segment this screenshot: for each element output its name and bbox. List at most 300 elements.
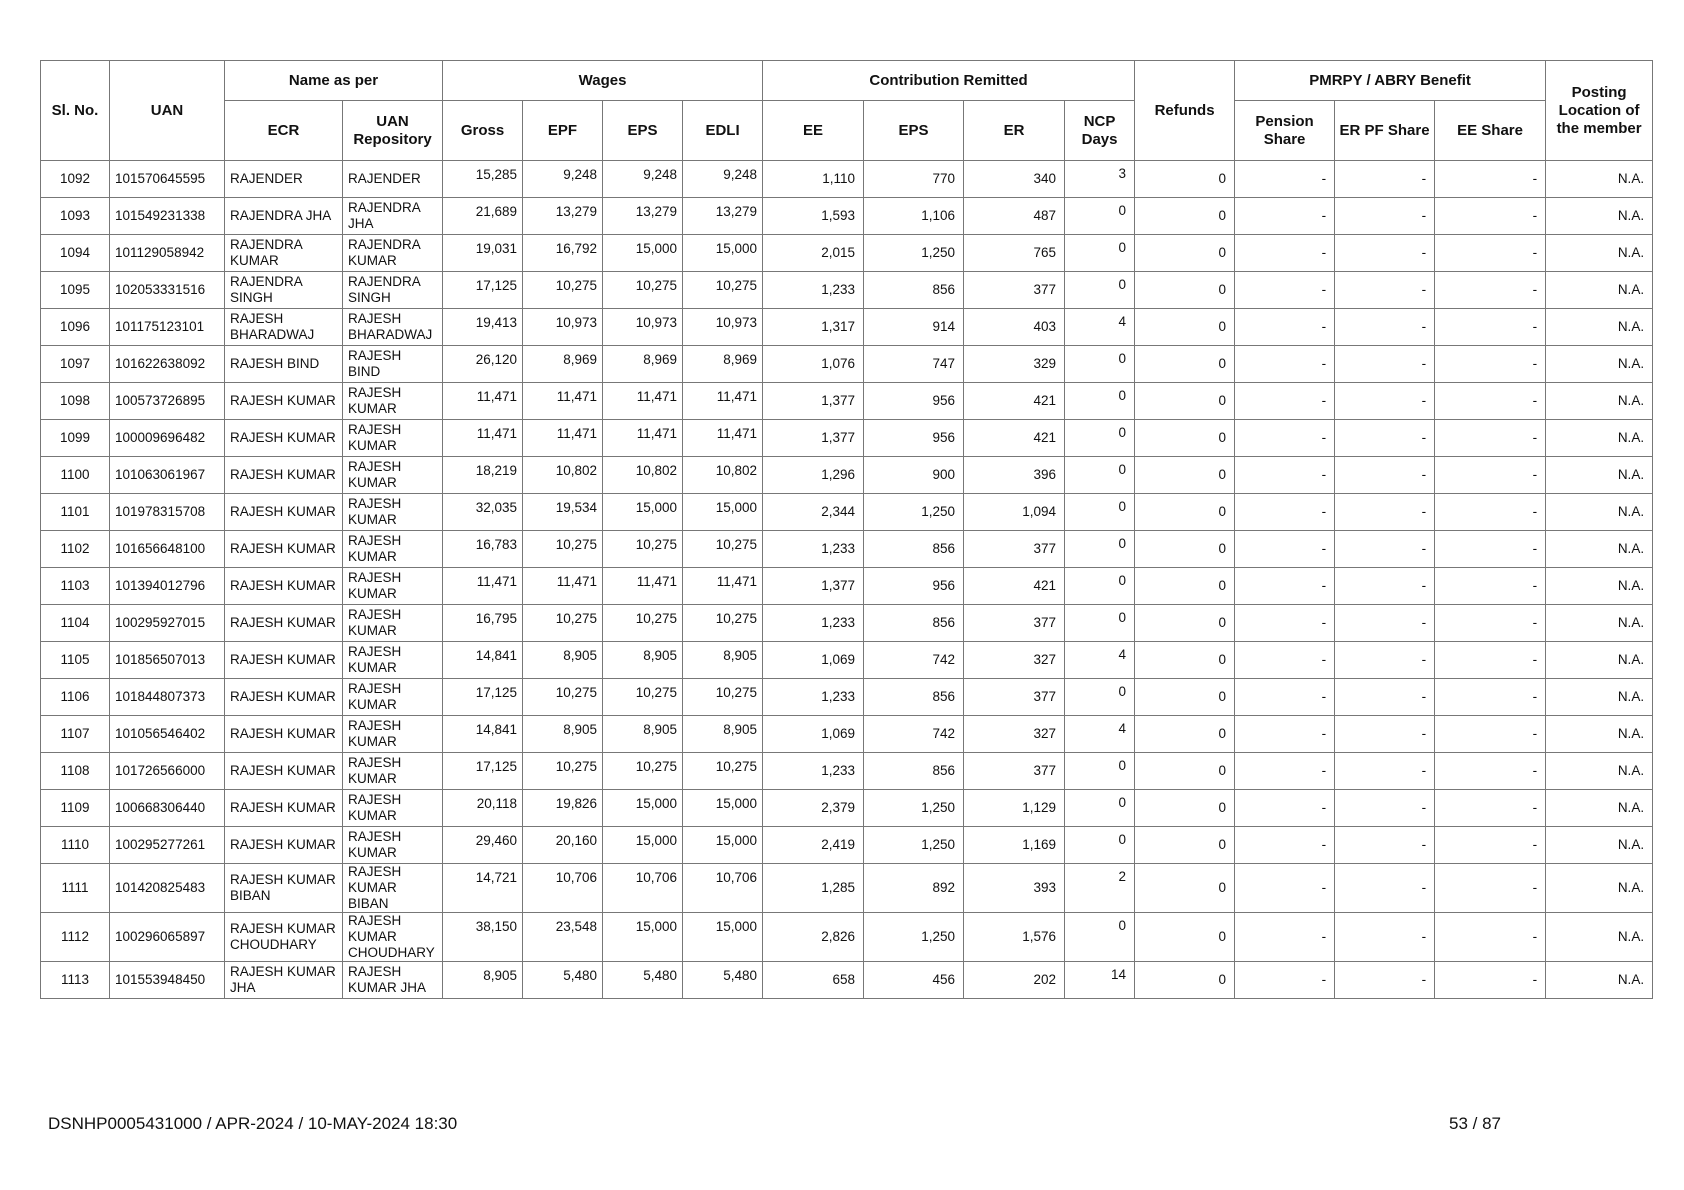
cell-refunds: 0: [1135, 531, 1235, 568]
cell-ee: 658: [763, 962, 864, 999]
cell-sl-no: 1108: [41, 753, 110, 790]
cell-posting-location: N.A.: [1546, 235, 1653, 272]
cell-gross: 17,125: [443, 753, 523, 790]
table-row: [41, 605, 1653, 642]
cell-ee-share: -: [1435, 716, 1546, 753]
cell-sl-no: 1101: [41, 494, 110, 531]
cell-ecr-name: RAJESH KUMAR: [225, 568, 343, 605]
cell-sl-no: 1112: [41, 913, 110, 962]
cell-posting-location: N.A.: [1546, 753, 1653, 790]
cell-eps: 8,905: [603, 642, 683, 679]
cell-ecr-name: RAJENDRA KUMAR: [225, 235, 343, 272]
cell-ecr-name: RAJESH BIND: [225, 346, 343, 383]
table-row: [41, 420, 1653, 457]
cell-gross: 17,125: [443, 679, 523, 716]
cell-refunds: 0: [1135, 272, 1235, 309]
cell-ee: 2,344: [763, 494, 864, 531]
cell-refunds: 0: [1135, 568, 1235, 605]
cell-ee: 2,379: [763, 790, 864, 827]
cell-epf: 10,275: [523, 679, 603, 716]
cell-er-pf-share: -: [1335, 962, 1435, 999]
cell-eps: 15,000: [603, 827, 683, 864]
col-gross: Gross: [443, 101, 523, 161]
cell-eps: 11,471: [603, 568, 683, 605]
cell-er: 329: [964, 346, 1065, 383]
table-row: [41, 679, 1653, 716]
cell-ncp-days: 2: [1065, 864, 1135, 913]
cell-ecr-name: RAJESH KUMAR: [225, 605, 343, 642]
cell-ncp-days: 0: [1065, 420, 1135, 457]
cell-er-pf-share: -: [1335, 753, 1435, 790]
cell-contribution-eps: 456: [864, 962, 964, 999]
cell-ncp-days: 0: [1065, 272, 1135, 309]
cell-uan: 100296065897: [110, 913, 225, 962]
cell-ncp-days: 4: [1065, 642, 1135, 679]
cell-sl-no: 1097: [41, 346, 110, 383]
group-pmrpy-abry: PMRPY / ABRY Benefit: [1235, 61, 1546, 101]
cell-er: 327: [964, 642, 1065, 679]
col-epf: EPF: [523, 101, 603, 161]
cell-edli: 11,471: [683, 568, 763, 605]
cell-pension-share: -: [1235, 531, 1335, 568]
cell-gross: 14,721: [443, 864, 523, 913]
cell-ee-share: -: [1435, 309, 1546, 346]
cell-refunds: 0: [1135, 161, 1235, 198]
cell-er-pf-share: -: [1335, 531, 1435, 568]
col-uan-repository: UAN Repository: [343, 101, 443, 161]
cell-edli: 10,275: [683, 272, 763, 309]
cell-posting-location: N.A.: [1546, 642, 1653, 679]
cell-ncp-days: 0: [1065, 753, 1135, 790]
cell-sl-no: 1099: [41, 420, 110, 457]
cell-ecr-name: RAJESH KUMAR: [225, 827, 343, 864]
cell-posting-location: N.A.: [1546, 198, 1653, 235]
cell-ecr-name: RAJESH KUMAR CHOUDHARY: [225, 913, 343, 962]
cell-er: 403: [964, 309, 1065, 346]
cell-gross: 14,841: [443, 642, 523, 679]
cell-posting-location: N.A.: [1546, 161, 1653, 198]
cell-contribution-eps: 956: [864, 420, 964, 457]
cell-epf: 13,279: [523, 198, 603, 235]
cell-eps: 10,973: [603, 309, 683, 346]
cell-refunds: 0: [1135, 962, 1235, 999]
cell-ncp-days: 0: [1065, 790, 1135, 827]
col-er: ER: [964, 101, 1065, 161]
cell-ecr-name: RAJENDRA SINGH: [225, 272, 343, 309]
cell-uan: 101844807373: [110, 679, 225, 716]
cell-uan-repository-name: RAJESH KUMAR: [343, 531, 443, 568]
cell-gross: 38,150: [443, 913, 523, 962]
cell-contribution-eps: 1,106: [864, 198, 964, 235]
cell-ee-share: -: [1435, 161, 1546, 198]
cell-er: 1,129: [964, 790, 1065, 827]
cell-ee-share: -: [1435, 420, 1546, 457]
cell-edli: 10,275: [683, 531, 763, 568]
cell-ecr-name: RAJESH BHARADWAJ: [225, 309, 343, 346]
cell-er-pf-share: -: [1335, 346, 1435, 383]
cell-er: 1,169: [964, 827, 1065, 864]
cell-epf: 8,905: [523, 716, 603, 753]
cell-uan-repository-name: RAJESH KUMAR: [343, 420, 443, 457]
cell-uan: 101622638092: [110, 346, 225, 383]
cell-sl-no: 1100: [41, 457, 110, 494]
cell-ecr-name: RAJENDER: [225, 161, 343, 198]
cell-er: 377: [964, 679, 1065, 716]
cell-ee: 1,377: [763, 383, 864, 420]
cell-ee-share: -: [1435, 827, 1546, 864]
cell-eps: 9,248: [603, 161, 683, 198]
cell-ecr-name: RAJESH KUMAR: [225, 642, 343, 679]
cell-ncp-days: 0: [1065, 605, 1135, 642]
cell-eps: 13,279: [603, 198, 683, 235]
table-row: [41, 531, 1653, 568]
cell-sl-no: 1094: [41, 235, 110, 272]
cell-eps: 10,275: [603, 531, 683, 568]
cell-uan: 101856507013: [110, 642, 225, 679]
cell-eps: 11,471: [603, 383, 683, 420]
cell-contribution-eps: 956: [864, 568, 964, 605]
cell-ee: 1,233: [763, 753, 864, 790]
cell-ee: 1,233: [763, 531, 864, 568]
cell-uan: 100009696482: [110, 420, 225, 457]
cell-refunds: 0: [1135, 346, 1235, 383]
cell-edli: 10,275: [683, 679, 763, 716]
cell-uan-repository-name: RAJESH KUMAR: [343, 568, 443, 605]
cell-pension-share: -: [1235, 494, 1335, 531]
cell-ncp-days: 0: [1065, 494, 1135, 531]
cell-edli: 10,973: [683, 309, 763, 346]
cell-uan-repository-name: RAJESH KUMAR: [343, 827, 443, 864]
cell-er-pf-share: -: [1335, 716, 1435, 753]
cell-gross: 14,841: [443, 716, 523, 753]
cell-posting-location: N.A.: [1546, 679, 1653, 716]
cell-gross: 29,460: [443, 827, 523, 864]
document-reference: DSNHP0005431000 / APR-2024 / 10-MAY-2024 18:30: [48, 1114, 458, 1133]
cell-ee-share: -: [1435, 235, 1546, 272]
cell-sl-no: 1106: [41, 679, 110, 716]
cell-er: 377: [964, 272, 1065, 309]
cell-ecr-name: RAJESH KUMAR BIBAN: [225, 864, 343, 913]
cell-contribution-eps: 956: [864, 383, 964, 420]
cell-refunds: 0: [1135, 716, 1235, 753]
cell-gross: 16,795: [443, 605, 523, 642]
cell-eps: 10,706: [603, 864, 683, 913]
cell-er-pf-share: -: [1335, 642, 1435, 679]
cell-er-pf-share: -: [1335, 864, 1435, 913]
cell-refunds: 0: [1135, 679, 1235, 716]
cell-eps: 15,000: [603, 235, 683, 272]
cell-pension-share: -: [1235, 913, 1335, 962]
cell-posting-location: N.A.: [1546, 457, 1653, 494]
cell-uan: 101420825483: [110, 864, 225, 913]
cell-er: 202: [964, 962, 1065, 999]
cell-contribution-eps: 900: [864, 457, 964, 494]
cell-refunds: 0: [1135, 457, 1235, 494]
cell-ee: 2,015: [763, 235, 864, 272]
cell-ncp-days: 0: [1065, 913, 1135, 962]
cell-contribution-eps: 1,250: [864, 827, 964, 864]
cell-edli: 11,471: [683, 383, 763, 420]
cell-sl-no: 1103: [41, 568, 110, 605]
cell-ee-share: -: [1435, 605, 1546, 642]
cell-sl-no: 1093: [41, 198, 110, 235]
cell-refunds: 0: [1135, 235, 1235, 272]
col-er-pf-share: ER PF Share: [1335, 101, 1435, 161]
cell-ncp-days: 0: [1065, 679, 1135, 716]
cell-gross: 11,471: [443, 420, 523, 457]
cell-ecr-name: RAJENDRA JHA: [225, 198, 343, 235]
cell-ncp-days: 4: [1065, 716, 1135, 753]
cell-er: 487: [964, 198, 1065, 235]
cell-eps: 11,471: [603, 420, 683, 457]
cell-refunds: 0: [1135, 605, 1235, 642]
cell-edli: 15,000: [683, 827, 763, 864]
cell-eps: 8,905: [603, 716, 683, 753]
table-row: [41, 642, 1653, 679]
cell-refunds: 0: [1135, 913, 1235, 962]
col-sl-no: Sl. No.: [41, 61, 110, 161]
table-row: [41, 827, 1653, 864]
cell-uan-repository-name: RAJESH KUMAR: [343, 679, 443, 716]
cell-edli: 8,905: [683, 642, 763, 679]
cell-edli: 15,000: [683, 913, 763, 962]
cell-ee-share: -: [1435, 642, 1546, 679]
cell-eps: 8,969: [603, 346, 683, 383]
cell-contribution-eps: 856: [864, 605, 964, 642]
cell-sl-no: 1105: [41, 642, 110, 679]
cell-ecr-name: RAJESH KUMAR: [225, 753, 343, 790]
cell-ee: 1,377: [763, 420, 864, 457]
cell-gross: 15,285: [443, 161, 523, 198]
cell-ncp-days: 0: [1065, 531, 1135, 568]
cell-posting-location: N.A.: [1546, 272, 1653, 309]
cell-ee-share: -: [1435, 962, 1546, 999]
col-eps: EPS: [603, 101, 683, 161]
group-contribution-remitted: Contribution Remitted: [763, 61, 1135, 101]
cell-contribution-eps: 747: [864, 346, 964, 383]
cell-uan: 101726566000: [110, 753, 225, 790]
cell-gross: 16,783: [443, 531, 523, 568]
cell-uan-repository-name: RAJESH KUMAR: [343, 753, 443, 790]
cell-ee-share: -: [1435, 457, 1546, 494]
cell-uan-repository-name: RAJESH KUMAR: [343, 716, 443, 753]
cell-ee: 2,826: [763, 913, 864, 962]
cell-refunds: 0: [1135, 642, 1235, 679]
cell-sl-no: 1096: [41, 309, 110, 346]
cell-posting-location: N.A.: [1546, 716, 1653, 753]
cell-ncp-days: 4: [1065, 309, 1135, 346]
cell-uan: 100295927015: [110, 605, 225, 642]
cell-uan: 102053331516: [110, 272, 225, 309]
cell-eps: 10,275: [603, 753, 683, 790]
cell-uan-repository-name: RAJESH KUMAR CHOUDHARY: [343, 913, 443, 962]
cell-epf: 10,973: [523, 309, 603, 346]
table-row: [41, 346, 1653, 383]
cell-epf: 20,160: [523, 827, 603, 864]
table-row: [41, 913, 1653, 962]
cell-posting-location: N.A.: [1546, 790, 1653, 827]
cell-eps: 15,000: [603, 913, 683, 962]
cell-pension-share: -: [1235, 605, 1335, 642]
col-ee: EE: [763, 101, 864, 161]
cell-pension-share: -: [1235, 161, 1335, 198]
col-posting-location: Posting Location of the member: [1546, 61, 1653, 161]
cell-uan: 101394012796: [110, 568, 225, 605]
cell-er-pf-share: -: [1335, 198, 1435, 235]
cell-posting-location: N.A.: [1546, 913, 1653, 962]
cell-er: 1,576: [964, 913, 1065, 962]
cell-gross: 21,689: [443, 198, 523, 235]
cell-er-pf-share: -: [1335, 309, 1435, 346]
cell-gross: 26,120: [443, 346, 523, 383]
table-row: [41, 383, 1653, 420]
cell-er-pf-share: -: [1335, 383, 1435, 420]
cell-ee: 1,317: [763, 309, 864, 346]
cell-uan: 100295277261: [110, 827, 225, 864]
cell-ncp-days: 14: [1065, 962, 1135, 999]
cell-uan: 101056546402: [110, 716, 225, 753]
table-row: [41, 962, 1653, 999]
cell-er-pf-share: -: [1335, 568, 1435, 605]
cell-gross: 11,471: [443, 383, 523, 420]
cell-ncp-days: 0: [1065, 383, 1135, 420]
cell-pension-share: -: [1235, 827, 1335, 864]
cell-sl-no: 1113: [41, 962, 110, 999]
cell-eps: 15,000: [603, 494, 683, 531]
cell-gross: 20,118: [443, 790, 523, 827]
cell-uan: 101063061967: [110, 457, 225, 494]
cell-gross: 18,219: [443, 457, 523, 494]
cell-edli: 11,471: [683, 420, 763, 457]
cell-ncp-days: 0: [1065, 198, 1135, 235]
cell-refunds: 0: [1135, 309, 1235, 346]
cell-uan: 100573726895: [110, 383, 225, 420]
cell-uan-repository-name: RAJESH KUMAR: [343, 790, 443, 827]
cell-ee: 1,285: [763, 864, 864, 913]
cell-uan-repository-name: RAJESH KUMAR: [343, 642, 443, 679]
cell-posting-location: N.A.: [1546, 346, 1653, 383]
cell-contribution-eps: 856: [864, 753, 964, 790]
cell-uan-repository-name: RAJESH BIND: [343, 346, 443, 383]
cell-epf: 10,275: [523, 272, 603, 309]
contribution-table: [40, 60, 1653, 999]
cell-gross: 19,413: [443, 309, 523, 346]
cell-uan-repository-name: RAJESH KUMAR BIBAN: [343, 864, 443, 913]
cell-ee: 1,069: [763, 642, 864, 679]
cell-ee-share: -: [1435, 198, 1546, 235]
cell-refunds: 0: [1135, 420, 1235, 457]
cell-eps: 5,480: [603, 962, 683, 999]
cell-ee: 1,233: [763, 605, 864, 642]
cell-edli: 15,000: [683, 790, 763, 827]
col-edli: EDLI: [683, 101, 763, 161]
group-wages: Wages: [443, 61, 763, 101]
table-header: [41, 61, 1653, 161]
cell-er: 327: [964, 716, 1065, 753]
cell-ee-share: -: [1435, 679, 1546, 716]
table-row: [41, 198, 1653, 235]
cell-uan-repository-name: RAJESH KUMAR JHA: [343, 962, 443, 999]
cell-ncp-days: 0: [1065, 346, 1135, 383]
cell-pension-share: -: [1235, 420, 1335, 457]
cell-contribution-eps: 856: [864, 531, 964, 568]
cell-er-pf-share: -: [1335, 913, 1435, 962]
table-row: [41, 272, 1653, 309]
cell-ee-share: -: [1435, 864, 1546, 913]
cell-pension-share: -: [1235, 457, 1335, 494]
cell-er: 765: [964, 235, 1065, 272]
table-row: [41, 790, 1653, 827]
cell-ee-share: -: [1435, 346, 1546, 383]
col-ncp-days: NCP Days: [1065, 101, 1135, 161]
cell-ncp-days: 0: [1065, 568, 1135, 605]
cell-ecr-name: RAJESH KUMAR JHA: [225, 962, 343, 999]
cell-epf: 5,480: [523, 962, 603, 999]
table-row: [41, 457, 1653, 494]
cell-ee-share: -: [1435, 531, 1546, 568]
cell-pension-share: -: [1235, 679, 1335, 716]
table-row: [41, 716, 1653, 753]
cell-epf: 16,792: [523, 235, 603, 272]
table-row: [41, 235, 1653, 272]
cell-er: 377: [964, 605, 1065, 642]
cell-posting-location: N.A.: [1546, 383, 1653, 420]
cell-uan: 100668306440: [110, 790, 225, 827]
cell-epf: 19,534: [523, 494, 603, 531]
cell-refunds: 0: [1135, 827, 1235, 864]
cell-refunds: 0: [1135, 198, 1235, 235]
cell-pension-share: -: [1235, 235, 1335, 272]
cell-contribution-eps: 892: [864, 864, 964, 913]
cell-er: 393: [964, 864, 1065, 913]
table-row: [41, 494, 1653, 531]
cell-ee: 1,076: [763, 346, 864, 383]
cell-er-pf-share: -: [1335, 235, 1435, 272]
cell-refunds: 0: [1135, 753, 1235, 790]
cell-uan-repository-name: RAJENDER: [343, 161, 443, 198]
cell-eps: 10,275: [603, 605, 683, 642]
cell-gross: 11,471: [443, 568, 523, 605]
cell-epf: 8,905: [523, 642, 603, 679]
cell-sl-no: 1095: [41, 272, 110, 309]
cell-pension-share: -: [1235, 309, 1335, 346]
cell-posting-location: N.A.: [1546, 605, 1653, 642]
cell-refunds: 0: [1135, 790, 1235, 827]
cell-edli: 15,000: [683, 494, 763, 531]
cell-er-pf-share: -: [1335, 827, 1435, 864]
col-contribution-eps: EPS: [864, 101, 964, 161]
cell-epf: 23,548: [523, 913, 603, 962]
cell-ee: 1,296: [763, 457, 864, 494]
cell-er-pf-share: -: [1335, 679, 1435, 716]
table-body: [41, 161, 1653, 999]
table-row: [41, 753, 1653, 790]
cell-posting-location: N.A.: [1546, 864, 1653, 913]
cell-ee: 1,069: [763, 716, 864, 753]
cell-ecr-name: RAJESH KUMAR: [225, 420, 343, 457]
cell-gross: 19,031: [443, 235, 523, 272]
cell-gross: 17,125: [443, 272, 523, 309]
cell-epf: 10,275: [523, 753, 603, 790]
cell-posting-location: N.A.: [1546, 827, 1653, 864]
cell-ee-share: -: [1435, 913, 1546, 962]
col-uan: UAN: [110, 61, 225, 161]
cell-refunds: 0: [1135, 864, 1235, 913]
cell-ncp-days: 0: [1065, 235, 1135, 272]
cell-ncp-days: 0: [1065, 457, 1135, 494]
cell-uan-repository-name: RAJESH KUMAR: [343, 383, 443, 420]
cell-posting-location: N.A.: [1546, 309, 1653, 346]
